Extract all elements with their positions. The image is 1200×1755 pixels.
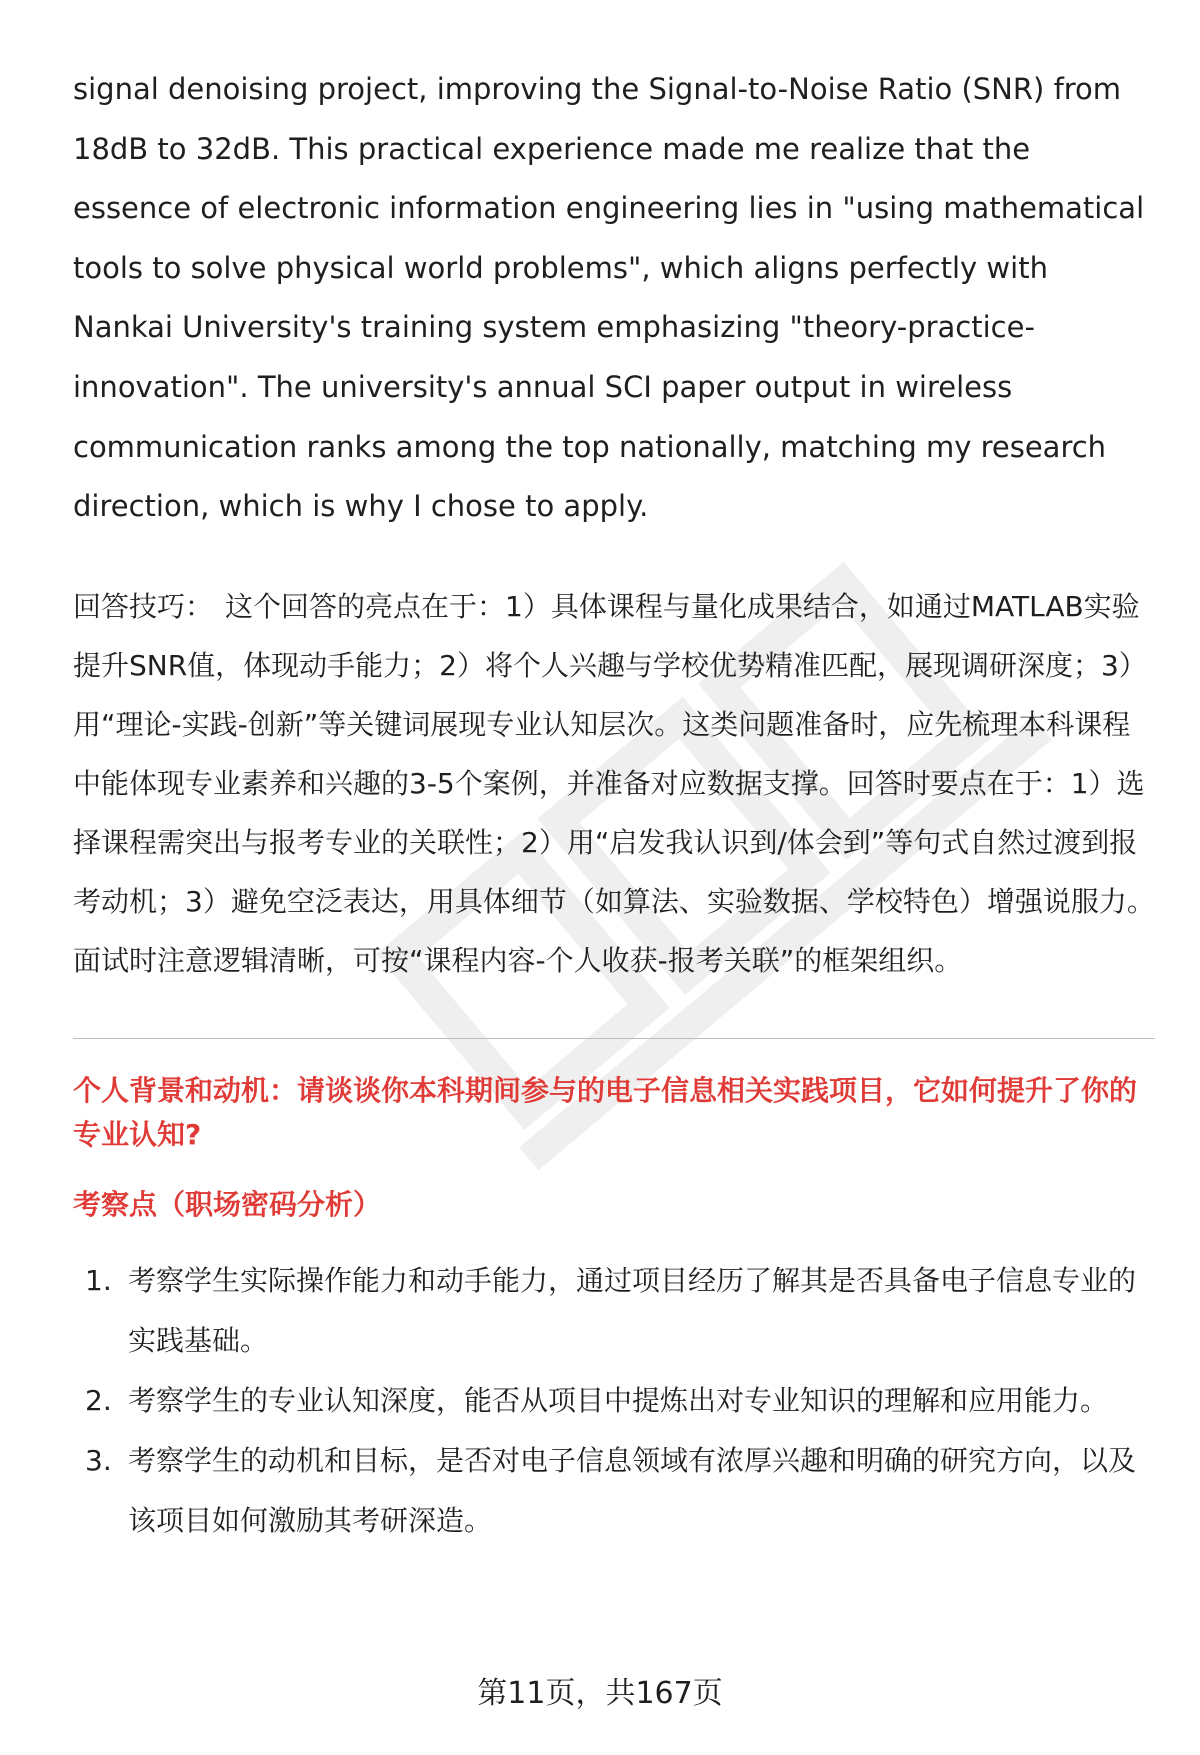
list-item-number: 3. (85, 1443, 112, 1477)
answer-tips-label: 回答技巧： (73, 589, 214, 623)
answer-paragraph: signal denoising project, improving the Signal-to-Noise Ratio (SNR) from 18dB to 32dB. This practical experience made me realize that the essence of electronic information engineering lies in "using mathematical tools to solve physical world problems", which aligns perfectly with Nankai University's training system emphasizing "theory-practice-innovation". The university's annual SCI paper output in wireless communication ranks among the top nationally, matching my research direction, which is why I chose to apply. (73, 72, 1145, 524)
list-item-text: 考察学生的专业认知深度，能否从项目中提炼出对专业知识的理解和应用能力。 (128, 1383, 1109, 1417)
section-divider (73, 1038, 1155, 1039)
answer-tips-paragraph (73, 577, 1155, 990)
list-item (73, 1431, 1155, 1551)
list-item-number: 2. (85, 1383, 112, 1417)
question-title: 个人背景和动机：请谈谈你本科期间参与的电子信息相关实践项目，它如何提升了你的专业认知? (73, 1073, 1138, 1151)
list-item-number: 1. (85, 1263, 112, 1297)
list-item-text: 考察学生的动机和目标，是否对电子信息领域有浓厚兴趣和明确的研究方向，以及该项目如何激励其考研深造。 (128, 1443, 1137, 1537)
list-item (73, 1251, 1155, 1371)
list-item-text: 考察学生实际操作能力和动手能力，通过项目经历了解其是否具备电子信息专业的实践基础。 (128, 1263, 1137, 1357)
page-footer: 第11页，共167页 (477, 1676, 723, 1711)
exam-points-heading: 考察点（职场密码分析） (73, 1187, 382, 1221)
answer-tips-text: 这个回答的亮点在于：1）具体课程与量化成果结合，如通过MATLAB实验提升SNR值，体现动手能力；2）将个人兴趣与学校优势精准匹配，展现调研深度；3）用“理论-实践-创新”等关键词展现专业认知层次。这类问题准备时，应先梳理本科课程中能体现专业素养和兴趣的3-5个案例，并准备对应数据支撑。回答时要点在于：1）选择课程需突出与报考专业的关联性；2）用“启发我认识到/体会到”等句式自然过渡到报考动机；3）避免空泛表达，用具体细节（如算法、实验数据、学校特色）增强说服力。面试时注意逻辑清晰，可按“课程内容-个人收获-报考关联”的框架组织。 (73, 589, 1155, 977)
document-page (73, 60, 1155, 1551)
exam-points-list (73, 1251, 1155, 1551)
list-item (73, 1371, 1155, 1431)
